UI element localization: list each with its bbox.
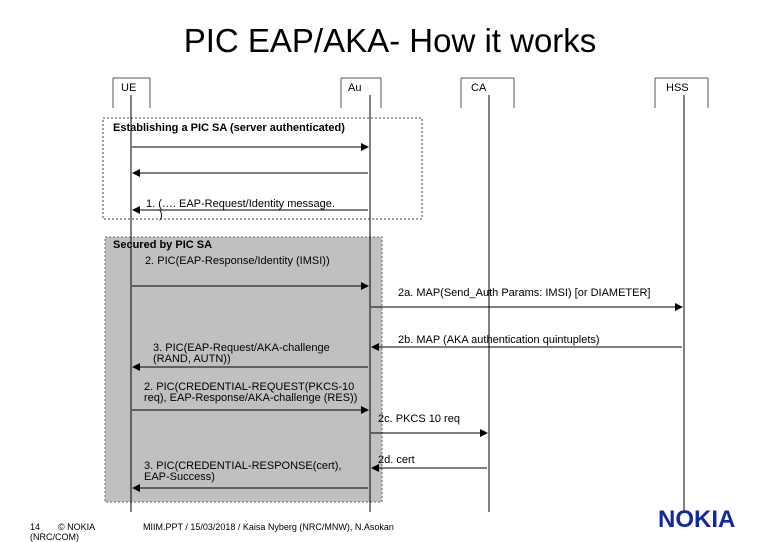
nokia-logo: NOKIA <box>658 506 736 533</box>
footer-page-number: 14 <box>30 522 41 532</box>
participant-label-ca: CA <box>471 82 487 94</box>
msg2-label: 2. PIC(EAP-Response/Identity (IMSI)) <box>145 255 330 267</box>
footer-copyright: © NOKIA <box>58 522 96 532</box>
msg1-label-line1: 1. (…. EAP-Request/Identity message. <box>146 198 335 210</box>
msg2b-label: 2b. MAP (AKA authentication quintuplets) <box>398 334 600 346</box>
msg2c-label: 2c. PKCS 10 req <box>378 413 460 425</box>
participant-label-hss: HSS <box>666 82 689 94</box>
cred-request-label-line2: req), EAP-Response/AKA-challenge (RES)) <box>144 392 358 404</box>
msg1-label-line2: ) <box>159 209 163 221</box>
establishing-section-label: Establishing a PIC SA (server authenticated) <box>113 122 345 134</box>
participant-ca <box>461 78 514 108</box>
footer-file-info: MIIM.PPT / 15/03/2018 / Kaisa Nyberg (NRC/MNW), N.Asokan <box>143 522 394 532</box>
msg3-label-line2: (RAND, AUTN)) <box>153 353 231 365</box>
msg3-label-line1: 3. PIC(EAP-Request/AKA-challenge <box>153 342 330 354</box>
cred-response-label-line2: EAP-Success) <box>144 471 215 483</box>
participant-label-au: Au <box>348 82 362 94</box>
participant-au <box>341 78 381 108</box>
msg2d-label: 2d. cert <box>378 454 415 466</box>
slide-title: PIC EAP/AKA- How it works <box>183 22 597 59</box>
msg2a-label: 2a. MAP(Send_Auth Params: IMSI) [or DIAMETER] <box>398 287 651 299</box>
secured-section-label: Secured by PIC SA <box>113 239 213 251</box>
footer-dept: (NRC/COM) <box>30 532 79 542</box>
participant-hss <box>655 78 708 108</box>
participant-label-ue: UE <box>121 82 137 94</box>
cred-request-label-line1: 2. PIC(CREDENTIAL-REQUEST(PKCS-10 <box>144 381 355 393</box>
cred-response-label-line1: 3. PIC(CREDENTIAL-RESPONSE(cert), <box>144 460 342 472</box>
